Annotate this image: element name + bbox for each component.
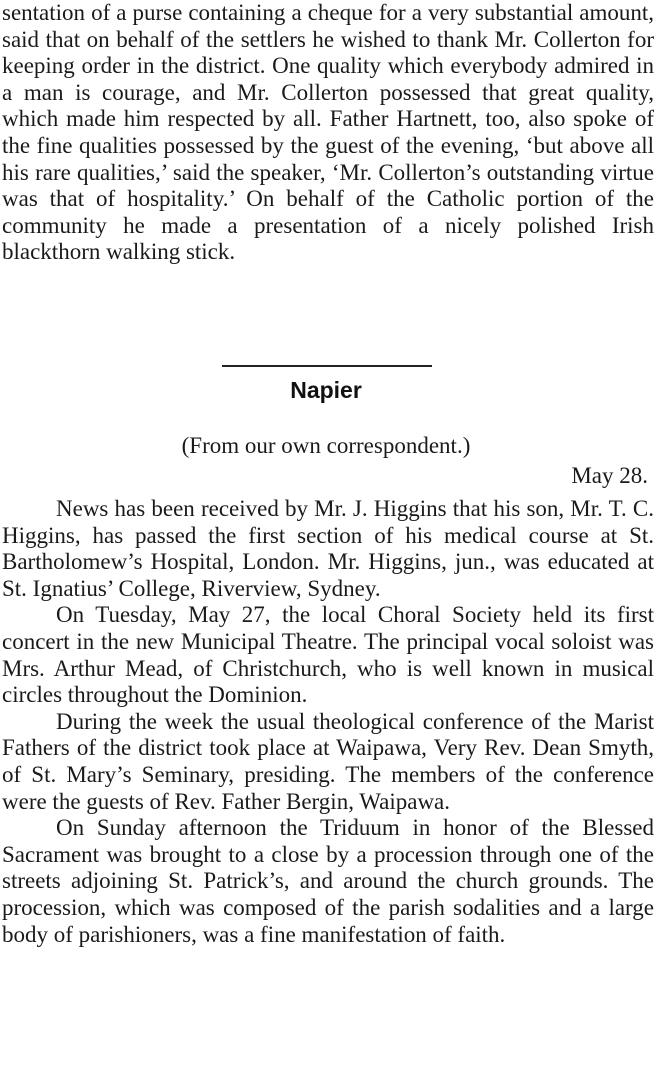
paragraph-theological-conference: During the week the usual theological conference of the Marist Fathers of the district took place at Waipawa, Very Rev. Dean Smyth, of St. Mary’s Seminary, presiding. The members of the conference were the guests of Rev. Father Bergin, Waipawa. xyxy=(2,708,654,814)
section-byline: (From our own correspondent.) xyxy=(181,433,471,458)
continued-article xyxy=(2,0,654,266)
section-body xyxy=(2,496,654,948)
paragraph-higgins: News has been received by Mr. J. Higgins that his son, Mr. T. C. Higgins, has passed the first section of his medical course at St. Bartholomew’s Hospital, London. Mr. Higgins, jun., was educated at St. Ignatius’ College, Riverview, Sydney. xyxy=(2,496,654,601)
paragraph-choral-society: On Tuesday, May 27, the local Choral Society held its first concert in the new Municipal Theatre. The principal vocal soloist was Mrs. Arthur Mead, of Christchurch, who is well known in musical circles throughout the Dominion. xyxy=(2,602,654,708)
continued-article-text: sentation of a purse containing a cheque for a very substantial amount, said that on behalf of the settlers he wished to thank Mr. Collerton for keeping order in the district. One quality which everybody admired in a man is courage, and Mr. Collerton possessed that great quality, which made him respected by all. Father Hartnett, too, also spoke of the fine qualities possessed by the guest of the evening, ‘but above all his rare qualities,’ said the speaker, ‘Mr. Collerton’s outstanding virtue was that of hospitality.’ On behalf of the Catholic portion of the community he made a presentation of a nicely polished Irish blackthorn walking stick. xyxy=(2,0,654,265)
section-dateline: May 28. xyxy=(571,463,648,488)
section-title: Napier xyxy=(290,377,362,403)
section-divider xyxy=(222,365,432,367)
paragraph-triduum: On Sunday afternoon the Triduum in honor of the Blessed Sacrament was brought to a close by a procession through one of the streets adjoining St. Patrick’s, and around the church grounds. The procession, which was composed of the parish sodalities and a large body of parishioners, was a fine manifestation of faith. xyxy=(2,815,654,947)
